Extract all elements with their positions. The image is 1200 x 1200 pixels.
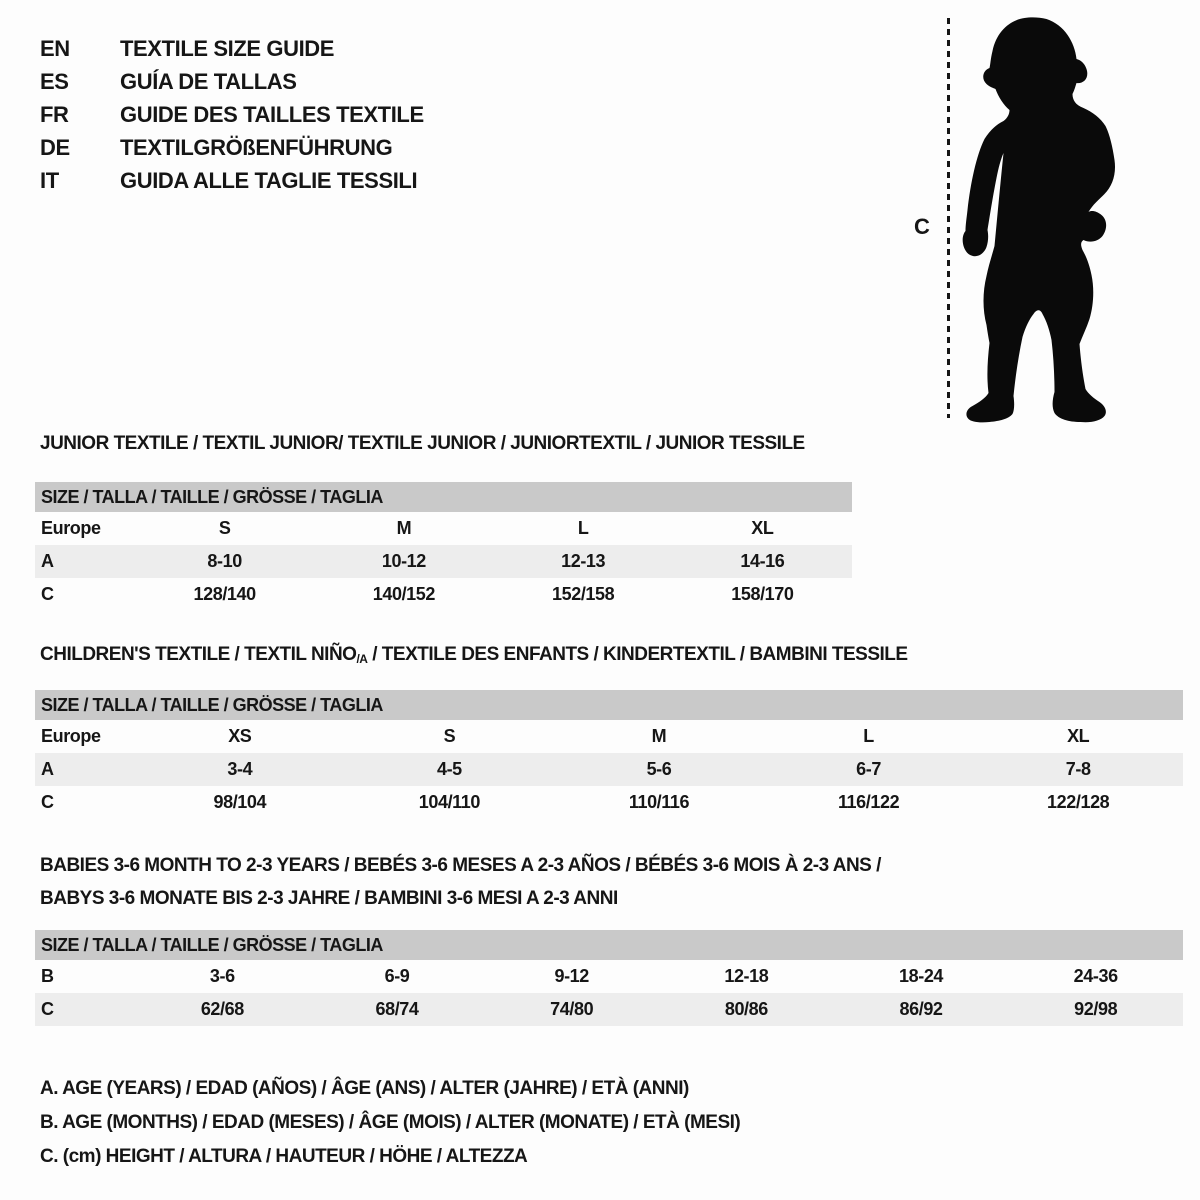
cell-value: 92/98 [1074,999,1118,1019]
legend-line: A. AGE (YEARS) / EDAD (AÑOS) / ÂGE (ANS) / ALTER (JAHRE) / ETÀ (ANNI) [40,1078,689,1099]
cell-value: S [443,726,456,746]
language-title: GUIDE DES TAILLES TEXTILE [120,101,424,127]
cell-value: 9-12 [554,966,589,986]
cell-value: S [218,518,231,538]
cell-value: XL [751,518,774,538]
section-title-babies-line2: BABYS 3-6 MONATE BIS 2-3 JAHRE / BAMBINI 3-6 MESI A 2-3 ANNI [40,888,618,909]
legend-line: B. AGE (MONTHS) / EDAD (MESES) / ÂGE (MOIS) / ALTER (MONATE) / ETÀ (MESI) [40,1112,741,1133]
cell-value: 14-16 [740,551,785,571]
cell-value: 68/74 [375,999,419,1019]
cell-value: 128/140 [193,584,256,604]
cell-value: 140/152 [372,584,435,604]
cell-value: 6-9 [384,966,410,986]
cell-value: L [577,518,589,538]
language-row [40,32,424,65]
babies-size-table [35,930,1183,1026]
cell-value: 5-6 [646,759,672,779]
language-code: DE [40,134,70,160]
cell-value: 10-12 [381,551,426,571]
measure-legend [40,1072,740,1174]
language-row [40,98,424,131]
cell-value: 62/68 [200,999,244,1019]
language-code: IT [40,167,59,193]
cell-value: 122/128 [1047,792,1110,812]
table-row [35,960,1183,993]
language-code: EN [40,35,70,61]
language-row [40,131,424,164]
row-label: C [41,792,54,812]
table-row [35,578,852,611]
cell-value: 116/122 [837,792,900,812]
row-label: Europe [41,726,101,746]
language-title: TEXTILGRÖßENFÜHRUNG [120,134,393,160]
row-label: B [41,966,54,986]
language-code: ES [40,68,69,94]
junior-size-table [35,482,852,611]
row-label: A [41,759,54,779]
language-row [40,65,424,98]
cell-value: 110/116 [628,792,690,812]
cell-value: 152/158 [551,584,615,604]
cell-value: 12-18 [724,966,769,986]
language-row [40,164,424,197]
cell-value: 3-6 [209,966,235,986]
cell-value: 12-13 [561,551,606,571]
cell-value: 7-8 [1065,759,1091,779]
section-title-children-rest: / TEXTILE DES ENFANTS / KINDERTEXTIL / BAMBINI TESSILE [367,644,908,665]
section-title-babies [40,849,881,915]
cell-value: 18-24 [899,966,944,986]
section-title-babies-line1: BABIES 3-6 MONTH TO 2-3 YEARS / BEBÉS 3-6 MESES A 2-3 AÑOS / BÉBÉS 3-6 MOIS À 2-3 ANS / [40,855,881,876]
cell-value: 98/104 [213,792,267,812]
table-row [35,545,852,578]
cell-value: M [396,518,412,538]
cell-value: 74/80 [550,999,594,1019]
section-title-children-sub: /A [356,652,368,666]
table-row [35,720,1183,753]
cell-value: 3-4 [227,759,253,779]
cell-value: 80/86 [724,999,768,1019]
table-row [35,786,1183,819]
height-measure-label: C [914,214,930,239]
row-label: A [41,551,54,571]
children-size-table [35,690,1183,819]
row-label: C [41,584,54,604]
cell-value: 4-5 [436,759,462,779]
cell-value: XS [228,726,252,746]
language-title-list [40,32,424,197]
size-header-bar: SIZE / TALLA / TAILLE / GRÖSSE / TAGLIA [35,930,1183,960]
cell-value: 158/170 [731,584,794,604]
table-row [35,512,852,545]
section-title-children [40,644,908,666]
language-title: GUÍA DE TALLAS [120,68,297,94]
cell-value: 86/92 [899,999,943,1019]
language-code: FR [40,101,69,127]
cell-value: XL [1067,726,1090,746]
size-header-bar: SIZE / TALLA / TAILLE / GRÖSSE / TAGLIA [35,482,852,512]
cell-value: 6-7 [856,759,881,779]
toddler-silhouette-image [960,14,1145,426]
row-label: C [41,999,54,1019]
table-row [35,753,1183,786]
cell-value: 24-36 [1073,966,1118,986]
cell-value: M [651,726,667,746]
section-title-children-main: CHILDREN'S TEXTILE / TEXTIL NIÑO [40,644,357,665]
cell-value: L [863,726,874,746]
legend-line: C. (cm) HEIGHT / ALTURA / HAUTEUR / HÖHE / ALTEZZA [40,1146,528,1167]
language-title: GUIDA ALLE TAGLIE TESSILI [120,167,418,193]
table-row [35,993,1183,1026]
language-title: TEXTILE SIZE GUIDE [120,35,335,61]
height-measure-dashed-line [947,18,950,418]
section-title-junior: JUNIOR TEXTILE / TEXTIL JUNIOR/ TEXTILE JUNIOR / JUNIORTEXTIL / JUNIOR TESSILE [40,433,805,454]
size-header-bar: SIZE / TALLA / TAILLE / GRÖSSE / TAGLIA [35,690,1183,720]
cell-value: 8-10 [207,551,242,571]
cell-value: 104/110 [418,792,481,812]
row-label: Europe [41,518,101,538]
